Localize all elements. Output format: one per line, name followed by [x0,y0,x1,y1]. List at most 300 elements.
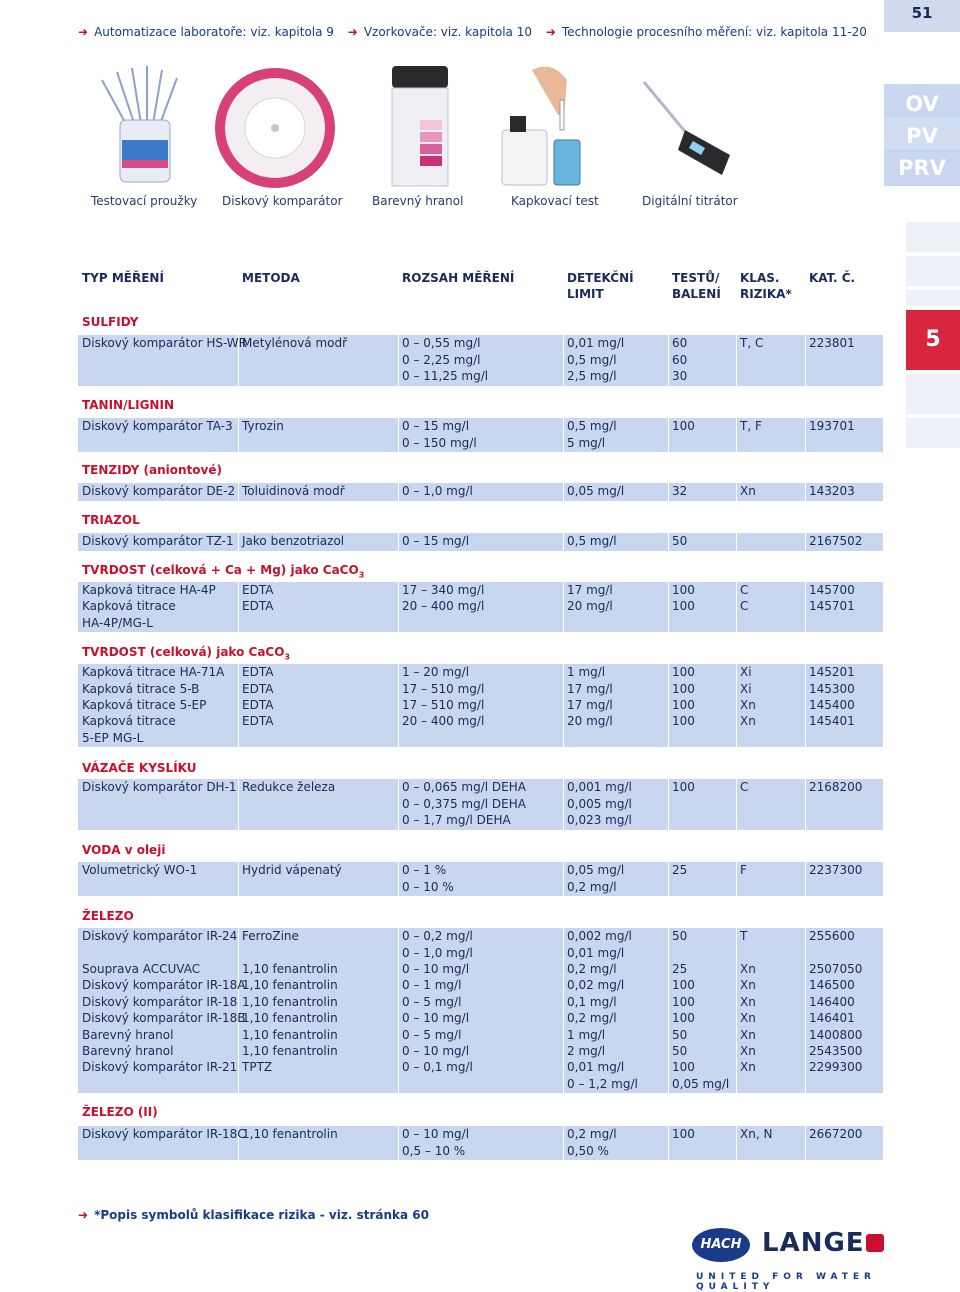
cell-line: 17 – 510 mg/l [402,682,485,696]
cell-cat [809,928,855,945]
column-header-limit-line2: LIMIT [567,287,604,301]
table-row [78,994,883,1012]
chapter-tab-stripe [906,418,960,448]
cell-line: Xn [740,978,756,992]
cell-risk [740,1010,756,1027]
cell-line: Diskový komparátor HS-WR [82,336,247,350]
product-caption: Digitální titrátor [642,194,738,208]
cell-line: 1400800 [809,1028,863,1042]
section-title-text: TANIN/LIGNIN [82,398,174,412]
cell-cat [809,1027,862,1044]
table-row [78,928,883,962]
column-divider [668,862,669,896]
table-row [78,713,883,747]
cell-name [82,1010,246,1027]
cell-line: 30 [672,369,688,383]
column-divider [805,779,806,830]
cell-name [82,1126,246,1143]
cell-tests [672,697,695,714]
column-divider [563,713,564,747]
cell-name [82,713,176,746]
column-divider [668,335,669,386]
table-row [78,1010,883,1028]
cell-range [402,418,477,451]
cell-line: Xi [740,682,752,696]
column-divider [398,598,399,632]
column-divider [398,779,399,830]
cell-risk [740,1059,756,1076]
column-divider [398,713,399,747]
cell-range [402,1027,461,1044]
column-divider [398,697,399,715]
column-divider [238,994,239,1012]
cell-line: Hydrid vápenatý [242,863,342,877]
cell-range [402,961,469,978]
cell-cat [809,1126,862,1143]
cell-line: Xn, N [740,1127,773,1141]
cell-range [402,582,484,599]
column-divider [398,582,399,600]
column-divider [668,1043,669,1061]
cell-line: Xn [740,1044,756,1058]
cell-limit [567,1059,638,1092]
table-row [78,418,883,452]
cell-line: 5 mg/l [567,435,606,450]
table-row [78,582,883,600]
cell-method [242,779,335,796]
cell-line: 100 [672,714,695,728]
column-header-limit-line1: DETEKČNÍ [567,271,634,285]
column-divider [736,977,737,995]
cell-risk [740,1126,772,1143]
cell-risk [740,779,748,796]
cell-line: 0,05 mg/l [672,1076,730,1091]
color-prism-image [380,60,460,190]
side-tab-prv[interactable]: PRV [884,150,960,186]
column-header-range: ROZSAH MĚŘENÍ [402,271,515,285]
cell-tests [672,1043,687,1060]
chapter-tab-active[interactable]: 5 [906,310,960,370]
hach-logo: HACH [692,1228,750,1262]
column-divider [805,1059,806,1093]
cell-risk [740,681,752,698]
column-divider [563,977,564,995]
column-divider [398,483,399,501]
column-divider [238,582,239,600]
cell-line: C [740,599,749,613]
side-tab-pv[interactable]: PV [884,118,960,154]
cell-line: 1 mg/l [567,1028,606,1042]
cell-limit [567,335,624,385]
cell-range [402,928,473,961]
cell-line: 145201 [809,665,855,679]
cell-line: 1 mg/l [567,665,606,679]
cell-cat [809,533,862,550]
arrow-right-icon: ➜ [78,25,89,39]
cell-line: Kapková titrace HA-4P [82,583,216,597]
cell-name [82,664,224,681]
table-row [78,1059,883,1093]
cell-line: 0 – 10 mg/l [402,962,470,976]
column-divider [238,713,239,747]
cell-line: Metylénová modř [242,336,348,350]
cell-cat [809,335,855,352]
column-divider [398,1010,399,1028]
cell-line: 0,2 mg/l [567,879,617,894]
cell-limit [567,713,613,730]
table-row [78,335,883,386]
section-title-text: TRIAZOL [82,513,140,527]
nav-link-automation[interactable]: ➜ Automatizace laboratoře: viz. kapitola 9 [78,25,334,39]
column-divider [563,681,564,699]
column-divider [805,713,806,747]
cell-cat [809,598,855,615]
cell-limit [567,483,624,500]
cell-method [242,961,338,978]
column-divider [805,664,806,682]
cell-line: Kapková titrace 5-B [82,682,200,696]
cell-tests [672,681,695,698]
cell-tests [672,598,695,615]
cell-line: 0,5 mg/l [567,419,617,433]
cell-cat [809,483,855,500]
cell-line: 2507050 [809,962,863,976]
cell-risk [740,582,748,599]
cell-line: 50 [672,1044,688,1058]
column-divider [805,681,806,699]
cell-line: Barevný hranol [82,1028,174,1042]
cell-limit [567,1126,617,1159]
column-divider [805,582,806,600]
cell-line: EDTA [242,682,274,696]
cell-name [82,961,200,978]
column-divider [668,961,669,979]
column-divider [563,664,564,682]
cell-line: 100 [672,682,695,696]
cell-name [82,681,199,698]
cell-method [242,418,284,435]
column-divider [238,779,239,830]
cell-name [82,418,233,435]
section-title [82,761,197,775]
cell-name [82,779,237,796]
cell-line: 100 [672,780,695,794]
column-divider [563,928,564,962]
cell-line: Xn [740,1060,756,1074]
cell-method [242,582,273,599]
table-row [78,533,883,551]
cell-line: T, F [740,419,762,433]
cell-line: Diskový komparátor IR-18 [82,995,238,1009]
cell-method [242,862,342,879]
column-divider [805,483,806,501]
cell-line: 60 [672,336,688,350]
side-tab-ov[interactable]: OV [884,84,960,124]
cell-limit [567,994,617,1011]
cell-risk [740,713,756,730]
table-row [78,681,883,699]
column-divider [736,533,737,551]
column-divider [736,335,737,386]
column-header-cat: KAT. Č. [809,271,856,285]
cell-method [242,681,273,698]
cell-tests [672,862,687,879]
cell-cat [809,582,855,599]
column-divider [805,335,806,386]
column-divider [563,418,564,452]
cell-cat [809,961,862,978]
section-title [82,645,290,661]
column-divider [736,1059,737,1093]
section-title [82,909,134,923]
cell-line: 146401 [809,1011,855,1025]
cell-line: 2237300 [809,863,863,877]
section-title-text: VÁZAČE KYSLÍKU [82,761,197,775]
cell-line: Kapková titrace [82,599,176,613]
section-title [82,513,140,527]
cell-line: 0 – 0,375 mg/l DEHA [402,796,526,811]
cell-limit [567,582,613,599]
cell-limit [567,977,624,994]
cell-line: 100 [672,1060,695,1074]
table-row [78,862,883,896]
column-divider [805,1010,806,1028]
nav-link-samplers[interactable]: ➜ Vzorkovače: viz. kapitola 10 [347,25,532,39]
column-divider [563,1059,564,1093]
nav-link-process[interactable]: ➜ Technologie procesního měření: viz. kapitola 11-20 [545,25,867,39]
cell-line: 0,5 – 10 % [402,1143,466,1158]
cell-cat [809,713,855,730]
cell-risk [740,977,756,994]
cell-line: 0 – 0,1 mg/l [402,1060,473,1074]
cell-line: 1,10 fenantrolin [242,1044,338,1058]
cell-method [242,533,344,550]
section-title-text: TVRDOST (celková + Ca + Mg) jako CaCO [82,563,359,577]
column-divider [736,862,737,896]
cell-line: 0,05 mg/l [567,484,625,498]
cell-tests [672,1126,695,1143]
cell-limit [567,418,617,451]
column-divider [805,977,806,995]
table-row [78,977,883,995]
column-divider [736,1010,737,1028]
cross-reference-bar [78,25,877,39]
column-divider [563,1126,564,1160]
section-title [82,398,174,412]
cell-range [402,994,461,1011]
table-row [78,483,883,501]
cell-line: 0,01 mg/l [567,336,625,350]
cell-line: 17 mg/l [567,682,613,696]
column-divider [238,483,239,501]
section-title-text: VODA v oleji [82,843,166,857]
cell-line: 145300 [809,682,855,696]
cell-limit [567,1010,617,1027]
cell-name [82,697,206,714]
column-divider [563,961,564,979]
cell-line: 60 [672,352,688,367]
cell-line: 2299300 [809,1060,863,1074]
cell-line: 25 [672,962,688,976]
cell-range [402,598,484,615]
column-divider [736,779,737,830]
cell-cat [809,862,862,879]
cell-line: Volumetrický WO-1 [82,863,198,877]
column-divider [668,1027,669,1045]
cell-tests [672,533,687,550]
column-divider [563,779,564,830]
cell-line: EDTA [242,599,274,613]
cell-line: Tyrozin [242,419,284,433]
cell-line: 100 [672,665,695,679]
cell-name [82,483,235,500]
cell-risk [740,928,747,945]
cell-method [242,1043,338,1060]
cell-line: 0 – 1,0 mg/l [402,484,473,498]
column-divider [563,697,564,715]
cell-risk [740,335,763,352]
cell-line: T [740,929,748,943]
cell-line: 145700 [809,583,855,597]
cell-line: 0 – 10 mg/l [402,1127,470,1141]
cell-line: 0,001 mg/l [567,780,632,794]
section-title-subscript: 3 [284,652,290,662]
column-divider [398,533,399,551]
column-header-tests-line1: TESTŮ/ [672,271,720,285]
table-row [78,664,883,682]
cell-line: 1,10 fenantrolin [242,978,338,992]
cell-name [82,994,237,1011]
column-divider [238,697,239,715]
cell-line: Diskový komparátor DH-1 [82,780,237,794]
cell-tests [672,961,687,978]
cell-tests [672,928,687,945]
cell-limit [567,681,613,698]
cell-cat [809,664,855,681]
cell-line: 5-EP MG-L [82,730,144,745]
cell-line: EDTA [242,714,274,728]
cell-method [242,713,273,730]
cell-line: Diskový komparátor IR-21 [82,1060,238,1074]
cell-line: 0 – 15 mg/l [402,534,470,548]
cell-line: 0 – 5 mg/l [402,1028,462,1042]
cell-line: 20 – 400 mg/l [402,714,485,728]
column-divider [563,598,564,632]
cell-range [402,681,484,698]
cell-line: Xn [740,995,756,1009]
cell-line: 2168200 [809,780,863,794]
column-header-limit [567,270,634,302]
cell-risk [740,1043,756,1060]
cell-line: Souprava ACCUVAC [82,962,201,976]
column-divider [668,1059,669,1093]
cell-line: 100 [672,583,695,597]
cell-range [402,1010,469,1027]
column-divider [805,1027,806,1045]
cell-line: 50 [672,929,688,943]
cell-line: FerroZine [242,929,299,943]
column-divider [736,582,737,600]
cell-tests [672,664,695,681]
column-divider [238,1059,239,1093]
cell-line: 0,023 mg/l [567,813,632,827]
cell-line: 0,5 mg/l [567,352,617,367]
table-row [78,1126,883,1160]
cell-limit [567,697,613,714]
cell-line: 17 mg/l [567,583,613,597]
test-strips-image [92,60,192,190]
cell-line: TPTZ [242,1060,273,1074]
section-title [82,315,138,329]
cell-line: Diskový komparátor IR-18A [82,978,246,992]
column-divider [736,598,737,632]
cell-risk [740,483,756,500]
cell-line: 0 – 1,7 mg/l DEHA [402,813,511,827]
cell-line: F [740,863,747,877]
cell-method [242,598,273,615]
page-number: 51 [884,0,960,32]
cell-line: 145400 [809,698,855,712]
column-divider [238,961,239,979]
column-divider [668,977,669,995]
column-divider [563,994,564,1012]
cell-name [82,862,197,879]
cell-line: Kapková titrace 5-EP [82,698,207,712]
column-divider [736,961,737,979]
cell-risk [740,1027,756,1044]
cell-tests [672,418,695,435]
cell-line: 0 – 1,0 mg/l [402,945,473,960]
column-divider [805,697,806,715]
cell-method [242,483,345,500]
cell-range [402,1059,473,1076]
column-divider [668,697,669,715]
disc-comparator-image [205,60,345,190]
cell-line: 0 – 1 % [402,863,447,877]
cell-line: HA-4P/MG-L [82,615,153,630]
footnote [78,1208,429,1222]
cell-line: 17 – 340 mg/l [402,583,485,597]
column-divider [805,1043,806,1061]
column-divider [563,1043,564,1061]
cell-line: 0 – 1,2 mg/l [567,1076,638,1091]
column-divider [398,1043,399,1061]
cell-limit [567,1027,605,1044]
section-title [82,563,364,579]
cell-line: C [740,583,749,597]
cell-tests [672,994,695,1011]
chapter-tab-stripe [906,256,960,286]
cell-cat [809,418,855,435]
cell-line: Diskový komparátor DE-2 [82,484,236,498]
cell-line: Diskový komparátor TA-3 [82,419,233,433]
column-divider [563,335,564,386]
product-caption: Kapkovací test [511,194,599,208]
cell-line: Toluidinová modř [242,484,345,498]
cell-line: 100 [672,698,695,712]
cell-line: 2,5 mg/l [567,369,617,383]
cell-method [242,994,338,1011]
column-header-tests-line2: BALENÍ [672,287,721,301]
cell-tests [672,713,695,730]
cell-line: 0 – 10 mg/l [402,1044,470,1058]
cell-risk [740,418,762,435]
column-divider [238,681,239,699]
section-title [82,463,222,477]
cell-method [242,1126,338,1143]
column-divider [736,681,737,699]
cell-line: Barevný hranol [82,1044,174,1058]
